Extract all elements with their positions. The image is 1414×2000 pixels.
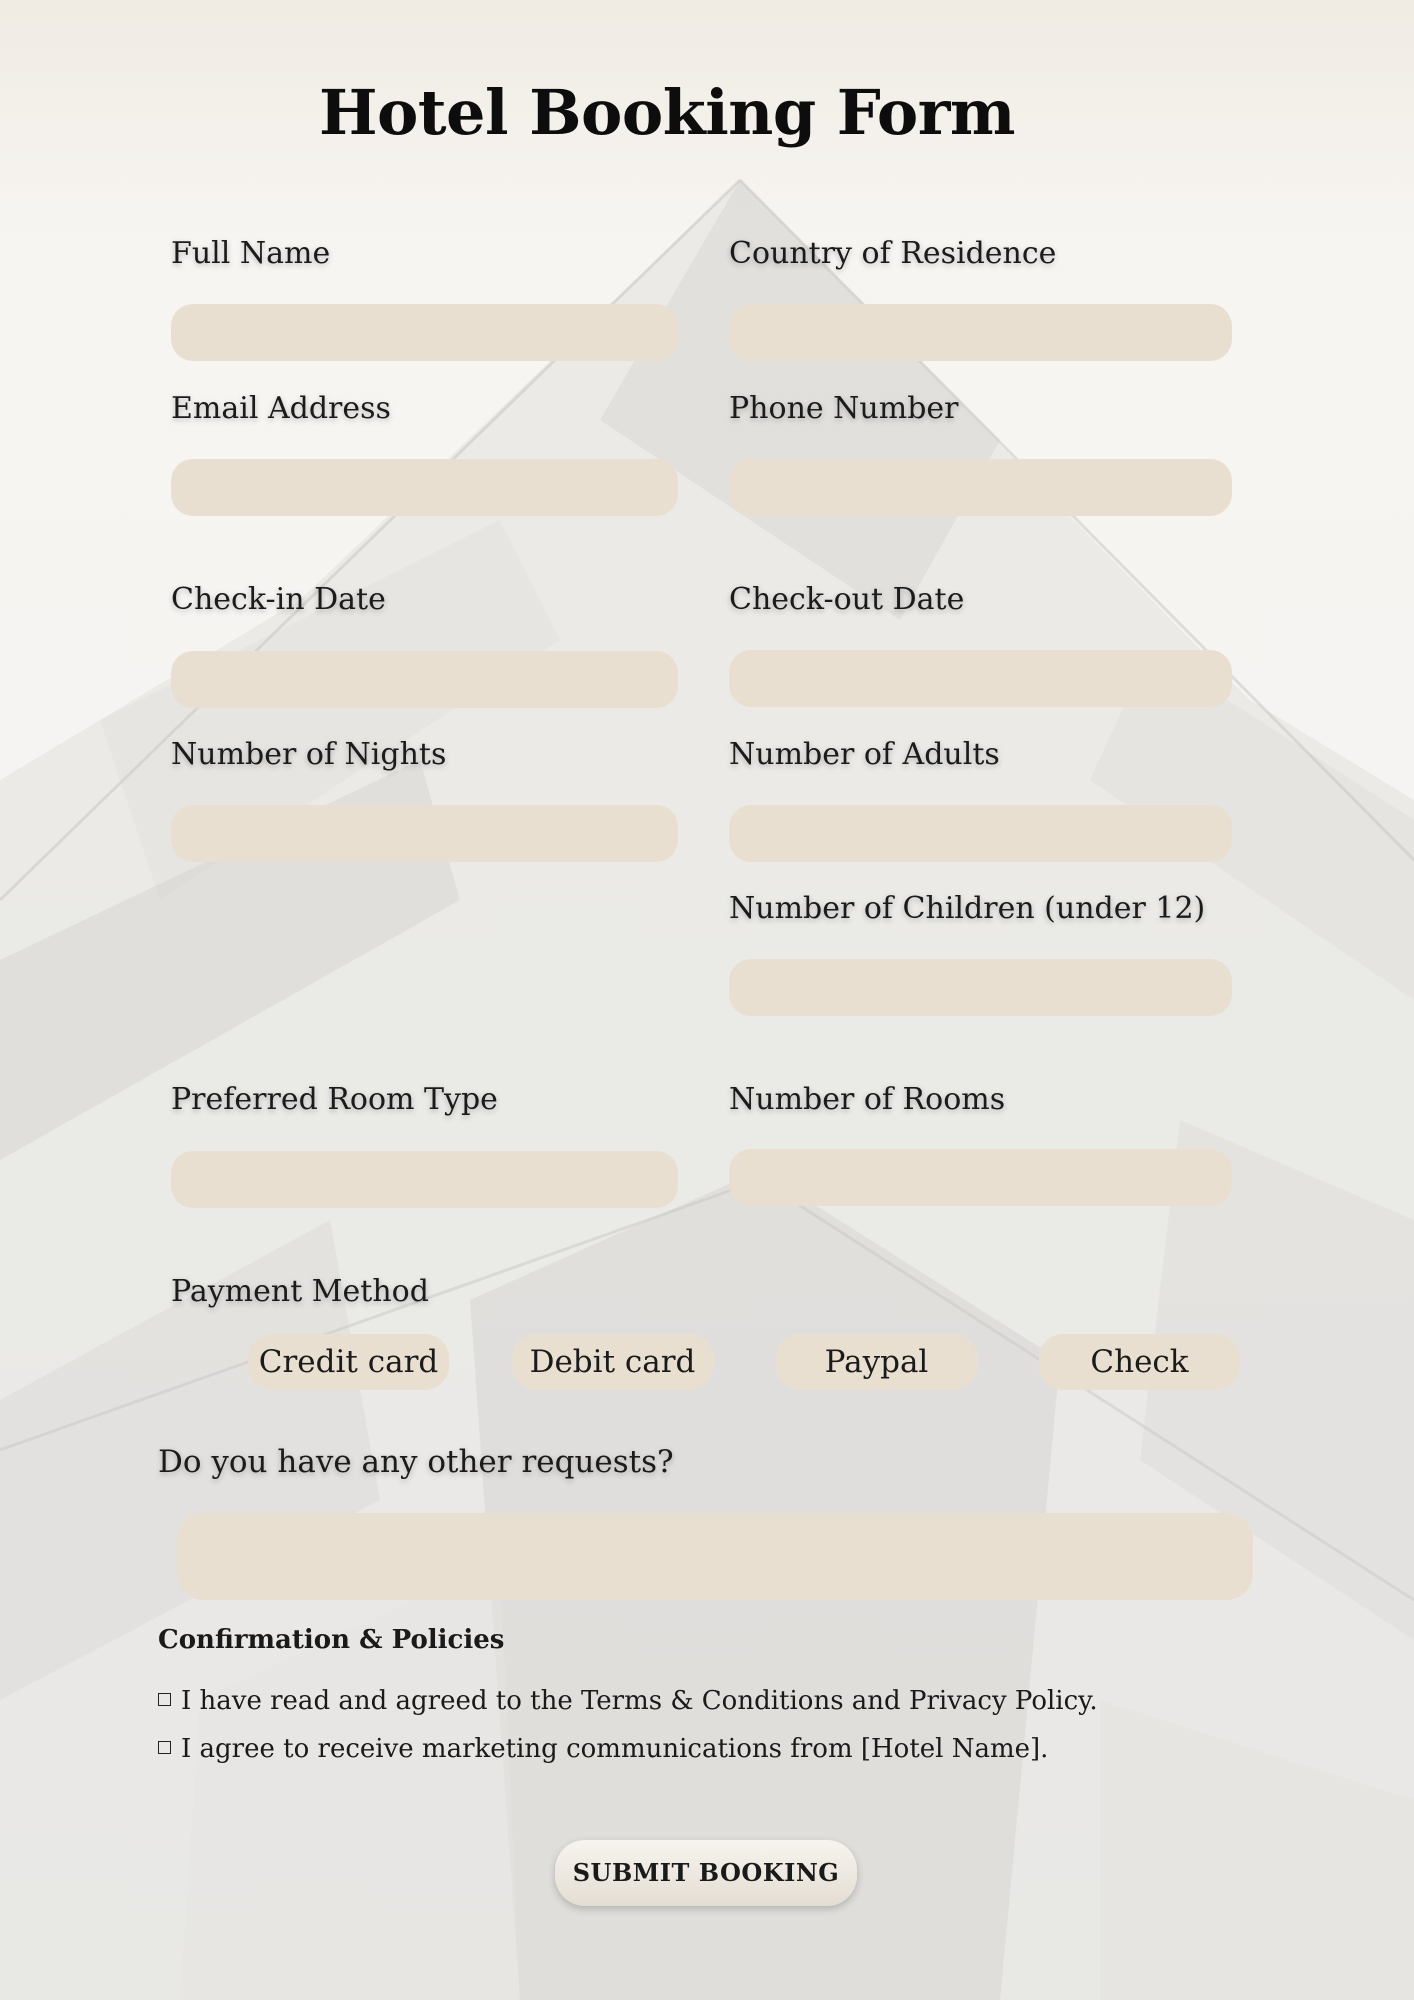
nights-input[interactable] bbox=[171, 805, 678, 862]
checkin-input[interactable] bbox=[171, 651, 678, 708]
checkin-label: Check-in Date bbox=[171, 582, 386, 617]
page-title: Hotel Booking Form bbox=[318, 76, 1016, 149]
requests-textarea[interactable] bbox=[177, 1513, 1253, 1600]
policy-item-marketing bbox=[158, 1734, 1048, 1764]
children-label: Number of Children (under 12) bbox=[729, 891, 1206, 926]
submit-booking-button[interactable]: SUBMIT BOOKING bbox=[555, 1840, 857, 1906]
phone-input[interactable] bbox=[729, 459, 1232, 516]
payment-option-credit-card[interactable]: Credit card bbox=[248, 1334, 449, 1390]
full-name-label: Full Name bbox=[171, 236, 331, 271]
adults-label: Number of Adults bbox=[729, 737, 1000, 772]
nights-label: Number of Nights bbox=[171, 737, 447, 772]
terms-checkbox[interactable] bbox=[158, 1693, 171, 1706]
rooms-label: Number of Rooms bbox=[729, 1082, 1006, 1117]
country-input[interactable] bbox=[729, 304, 1232, 361]
rooms-input[interactable] bbox=[729, 1149, 1232, 1206]
payment-option-check[interactable]: Check bbox=[1039, 1334, 1240, 1390]
requests-label: Do you have any other requests? bbox=[158, 1444, 674, 1480]
payment-option-debit-card[interactable]: Debit card bbox=[512, 1334, 713, 1390]
room-type-label: Preferred Room Type bbox=[171, 1082, 498, 1117]
payment-option-paypal[interactable]: Paypal bbox=[776, 1334, 977, 1390]
payment-method-label: Payment Method bbox=[171, 1274, 429, 1309]
checkout-label: Check-out Date bbox=[729, 582, 965, 617]
full-name-input[interactable] bbox=[171, 304, 678, 361]
policy-marketing-text: I agree to receive marketing communications from [Hotel Name]. bbox=[181, 1734, 1049, 1764]
country-label: Country of Residence bbox=[729, 236, 1057, 271]
children-input[interactable] bbox=[729, 959, 1232, 1016]
email-input[interactable] bbox=[171, 459, 678, 516]
marketing-checkbox[interactable] bbox=[158, 1741, 171, 1754]
email-label: Email Address bbox=[171, 391, 391, 426]
policy-item-terms bbox=[158, 1686, 1098, 1716]
adults-input[interactable] bbox=[729, 805, 1232, 862]
checkout-input[interactable] bbox=[729, 650, 1232, 707]
policy-terms-text: I have read and agreed to the Terms & Conditions and Privacy Policy. bbox=[181, 1686, 1098, 1716]
room-type-input[interactable] bbox=[171, 1151, 678, 1208]
phone-label: Phone Number bbox=[729, 391, 959, 426]
policies-heading: Confirmation & Policies bbox=[158, 1625, 505, 1655]
